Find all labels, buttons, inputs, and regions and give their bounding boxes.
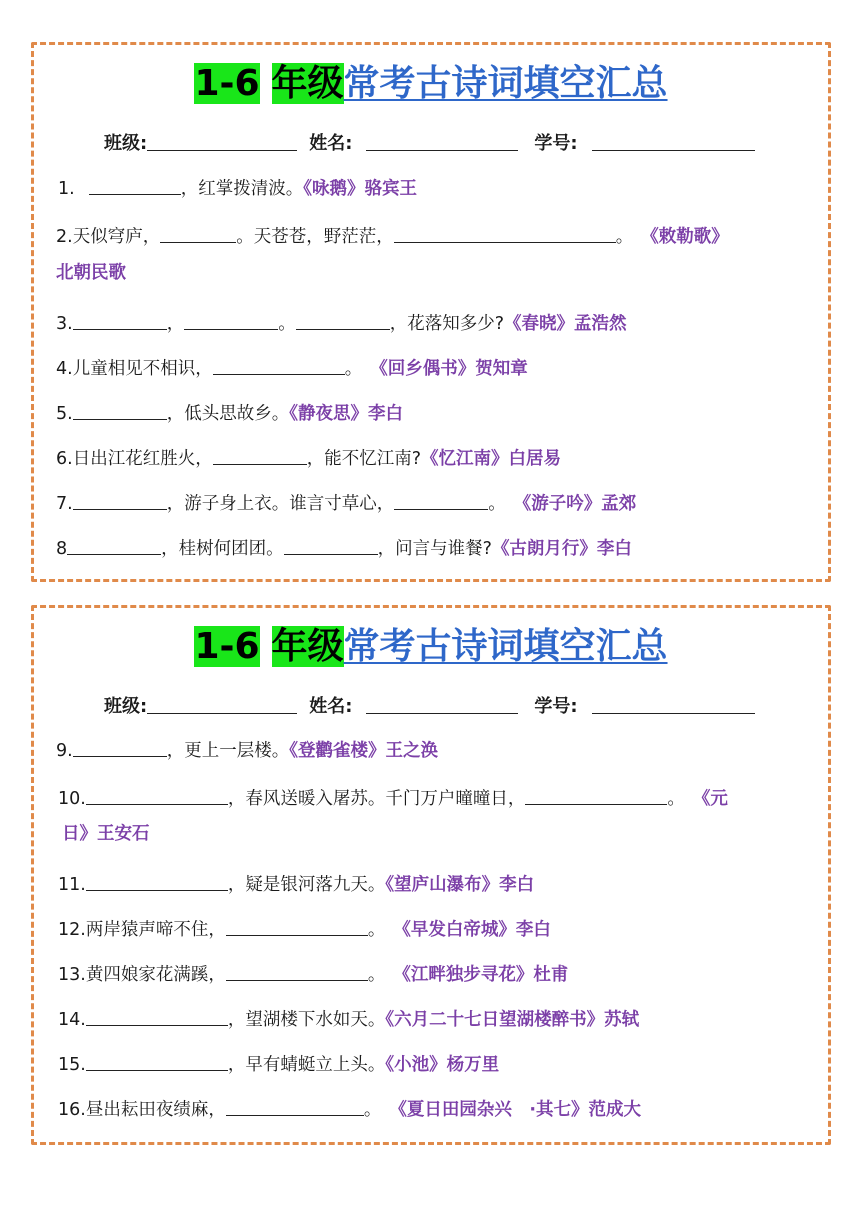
student-info-row	[104, 695, 755, 719]
answer-blank[interactable]	[184, 313, 278, 330]
question-text: ，花落知多少?	[389, 314, 504, 334]
question-number: 4.	[56, 359, 73, 379]
question-number: 11.	[58, 875, 86, 895]
question-number: 7.	[56, 494, 73, 514]
poem-source-continued: 日》王安石	[62, 824, 150, 844]
answer-blank[interactable]	[296, 313, 390, 330]
name-blank[interactable]	[366, 132, 518, 151]
id-blank[interactable]	[592, 132, 755, 151]
question-8	[56, 536, 632, 562]
question-number: 10.	[58, 789, 86, 809]
poem-source: 《夏日田园杂兴 ·其七》范成大	[389, 1100, 641, 1120]
question-number: 6.	[56, 449, 73, 469]
question-4	[56, 356, 528, 382]
answer-blank[interactable]	[86, 874, 228, 891]
question-text: 。	[363, 1100, 382, 1120]
question-number: 8	[56, 539, 68, 559]
answer-blank[interactable]	[86, 1054, 228, 1071]
question-2	[56, 224, 729, 250]
worksheet-title	[34, 616, 828, 678]
question-6	[56, 446, 561, 472]
poem-source: 《小池》杨万里	[385, 1055, 500, 1075]
answer-blank[interactable]	[89, 178, 181, 195]
poem-source: 《春晓》孟浩然	[504, 314, 627, 334]
question-text: 黄四娘家花满蹊，	[85, 965, 226, 985]
question-text: ，问言与谁餐?	[377, 539, 492, 559]
class-blank[interactable]	[147, 695, 297, 714]
worksheet-card-2	[31, 605, 831, 1145]
answer-blank[interactable]	[73, 313, 167, 330]
class-blank[interactable]	[147, 132, 297, 151]
question-number: 1.	[58, 179, 75, 199]
answer-blank[interactable]	[73, 403, 167, 420]
worksheet-card-1	[31, 42, 831, 582]
id-blank[interactable]	[592, 695, 755, 714]
question-text: 。	[488, 494, 506, 514]
question-number: 14.	[58, 1010, 86, 1030]
question-text: ，	[166, 314, 185, 334]
title-highlight-grade-range: 1-6	[194, 63, 260, 104]
answer-blank[interactable]	[394, 226, 616, 243]
question-5	[56, 401, 403, 427]
question-9	[56, 738, 438, 764]
question-number: 3.	[56, 314, 73, 334]
title-main: 常考古诗词填空汇总	[343, 63, 668, 104]
poem-source: 《忆江南》白居易	[421, 449, 561, 469]
question-12	[58, 917, 551, 943]
question-number: 15.	[58, 1055, 86, 1075]
poem-source: 《早发白帝城》李白	[393, 920, 551, 940]
question-text: 。	[367, 965, 386, 985]
poem-source: 《回乡偶书》贺知章	[370, 359, 528, 379]
student-info-row	[104, 132, 755, 156]
question-text: 。	[344, 359, 363, 379]
answer-blank[interactable]	[284, 538, 378, 555]
poem-source: 《敕勒歌》	[641, 227, 729, 247]
question-16	[58, 1097, 641, 1123]
question-text: ，游子身上衣。谁言寸草心，	[166, 494, 395, 514]
question-text: ，红掌拨清波。	[180, 179, 304, 199]
question-text: 日出江花红胜火，	[72, 449, 213, 469]
answer-blank[interactable]	[394, 493, 488, 510]
question-number: 2.	[56, 227, 73, 247]
question-number: 5.	[56, 404, 73, 424]
question-text: ，更上一层楼。	[166, 741, 290, 761]
answer-blank[interactable]	[73, 493, 167, 510]
answer-blank[interactable]	[67, 538, 161, 555]
question-number: 9.	[56, 741, 73, 761]
question-7	[56, 491, 636, 517]
answer-blank[interactable]	[226, 919, 368, 936]
question-text: 两岸猿声啼不住，	[85, 920, 226, 940]
question-text: ，能不忆江南?	[306, 449, 421, 469]
name-label: 姓名:	[309, 133, 353, 154]
question-text: 儿童相见不相识，	[72, 359, 213, 379]
question-text: ，桂树何团团。	[161, 539, 284, 559]
class-label: 班级:	[104, 696, 148, 717]
question-text: 。	[367, 920, 386, 940]
question-text: ，疑是银河落九天。	[227, 875, 386, 895]
answer-blank[interactable]	[86, 788, 228, 805]
question-11	[58, 872, 534, 898]
question-text: 昼出耘田夜绩麻，	[85, 1100, 226, 1120]
question-1	[58, 176, 417, 202]
worksheet-title	[34, 53, 828, 115]
question-text: ，低头思故乡。	[166, 404, 290, 424]
id-label: 学号:	[534, 696, 578, 717]
answer-blank[interactable]	[160, 226, 236, 243]
question-text: ，早有蜻蜓立上头。	[227, 1055, 386, 1075]
question-number: 16.	[58, 1100, 86, 1120]
name-label: 姓名:	[309, 696, 353, 717]
answer-blank[interactable]	[226, 1099, 364, 1116]
poem-source: 《登鹳雀楼》王之涣	[289, 741, 438, 761]
question-number: 12.	[58, 920, 86, 940]
poem-source: 《六月二十七日望湖楼醉书》苏轼	[385, 1010, 640, 1030]
title-highlight-grade-range: 1-6	[194, 626, 260, 667]
answer-blank[interactable]	[525, 788, 667, 805]
answer-blank[interactable]	[86, 1009, 228, 1026]
poem-source: 《江畔独步寻花》杜甫	[393, 965, 569, 985]
poem-source: 《游子吟》孟郊	[513, 494, 637, 514]
question-3	[56, 311, 627, 337]
answer-blank[interactable]	[73, 740, 167, 757]
title-highlight-grade: 年级	[271, 626, 344, 667]
answer-blank[interactable]	[213, 358, 345, 375]
title-highlight-grade: 年级	[271, 63, 344, 104]
poem-source-continued: 北朝民歌	[56, 263, 126, 283]
question-text: ，望湖楼下水如天。	[227, 1010, 386, 1030]
question-text: 。	[667, 789, 685, 809]
poem-source: 《元	[692, 789, 728, 809]
question-14	[58, 1007, 639, 1033]
question-text: 。	[278, 314, 296, 334]
name-blank[interactable]	[366, 695, 518, 714]
answer-blank[interactable]	[226, 964, 368, 981]
question-text: 。天苍苍，野茫茫，	[236, 227, 394, 247]
answer-blank[interactable]	[213, 448, 307, 465]
poem-source: 《咏鹅》骆宾王	[303, 179, 417, 199]
poem-source: 《古朗月行》李白	[491, 539, 632, 559]
question-15	[58, 1052, 499, 1078]
question-text: 天似穹庐，	[72, 227, 161, 247]
poem-source: 《静夜思》李白	[289, 404, 403, 424]
title-main: 常考古诗词填空汇总	[343, 626, 668, 667]
question-text: 。	[615, 227, 634, 247]
poem-source: 《望庐山瀑布》李白	[385, 875, 535, 895]
question-10	[58, 786, 728, 812]
question-13	[58, 962, 568, 988]
class-label: 班级:	[104, 133, 148, 154]
question-number: 13.	[58, 965, 86, 985]
question-text: ，春风送暖入屠苏。千门万户曈曈日，	[227, 789, 526, 809]
id-label: 学号:	[534, 133, 578, 154]
